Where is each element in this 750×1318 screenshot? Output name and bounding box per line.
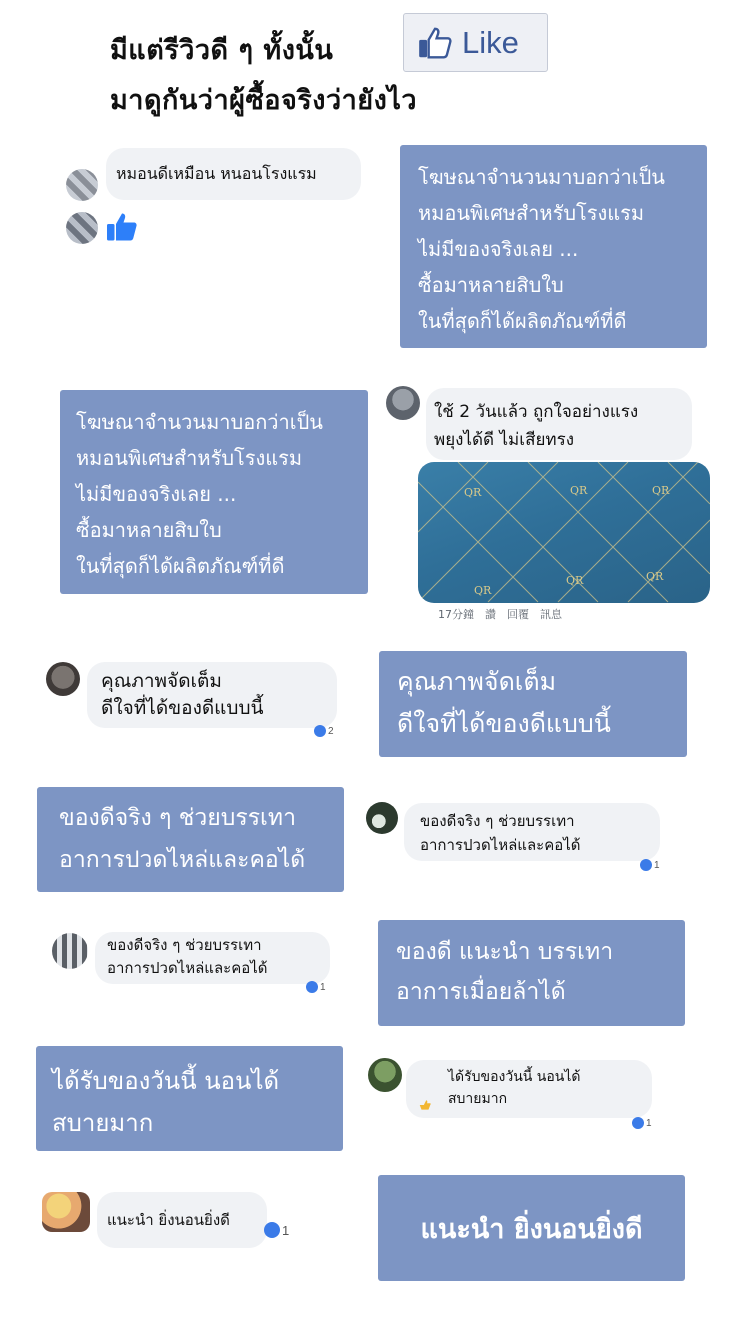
reaction-count: 1 (654, 859, 660, 871)
comment-bubble (404, 803, 660, 861)
qr-embroidery: QR (652, 484, 670, 497)
panel-line: ของดีจริง ๆ ช่วยบรรเทา (59, 805, 296, 831)
panel-line: คุณภาพจัดเต็ม (397, 667, 557, 696)
comment-line: ของดีจริง ๆ ช่วยบรรเทา (420, 812, 575, 830)
comment-line: ใช้ 2 วันแล้ว ถูกใจอย่างแรง (434, 402, 639, 422)
panel-line: ได้รับของวันนี้ นอนได้ (52, 1067, 280, 1095)
like-reaction-count[interactable] (264, 1222, 289, 1238)
pillow-photo[interactable] (418, 462, 710, 603)
like-reaction-icon (264, 1222, 280, 1238)
commenter-avatar (66, 212, 98, 244)
panel-line: อาการปวดไหล่และคอได้ (59, 847, 306, 873)
commenter-avatar (66, 169, 98, 201)
reaction-count: 1 (646, 1117, 652, 1129)
panel-line: หมอนพิเศษสำหรับโรงแรม (418, 201, 645, 225)
like-reaction-icon (632, 1117, 644, 1129)
review-panel (36, 1046, 343, 1151)
panel-line: ไม่มีของจริงเลย ... (418, 237, 579, 261)
comment-bubble (406, 1060, 652, 1118)
comment-line: สบายมาก (448, 1091, 508, 1107)
qr-embroidery: QR (464, 486, 482, 499)
review-panel (378, 1175, 685, 1281)
comment-line: พยุงได้ดี ไม่เสียทรง (434, 430, 575, 450)
like-reaction-count[interactable] (314, 725, 334, 737)
qr-embroidery: QR (474, 584, 492, 597)
commenter-avatar (386, 386, 420, 420)
comment-bubble (87, 662, 337, 728)
panel-line: อาการเมื่อยล้าได้ (396, 979, 566, 1005)
qr-embroidery: QR (570, 484, 588, 497)
panel-line: ในที่สุดก็ได้ผลิตภัณฑ์ที่ดี (418, 309, 627, 333)
page-title: มีแต่รีวิวดี ๆ ทั้งนั้น (110, 35, 334, 66)
reaction-count: 2 (328, 725, 334, 737)
panel-line: ซื้อมาหลายสิบใบ (76, 518, 222, 542)
like-reaction-count[interactable] (632, 1117, 652, 1129)
commenter-avatar (46, 662, 80, 696)
comment-line: แนะนำ ยิ่งนอนยิ่งดี (107, 1211, 230, 1229)
comment-bubble (97, 1192, 267, 1248)
like-label: Like (462, 24, 519, 60)
comment-line: ของดีจริง ๆ ช่วยบรรเทา (107, 936, 262, 954)
comment-line: อาการปวดไหล่และคอได้ (420, 836, 581, 854)
comment-bubble (95, 932, 330, 984)
review-panel (60, 390, 368, 594)
qr-embroidery: QR (566, 574, 584, 587)
commenter-avatar (368, 1058, 402, 1092)
reaction-count: 1 (282, 1222, 290, 1238)
panel-line: ของดี แนะนำ บรรเทา (396, 939, 614, 965)
thumbs-up-icon (104, 209, 140, 245)
comment-line: คุณภาพจัดเต็ม (101, 670, 222, 692)
review-panel (378, 920, 685, 1026)
like-reaction-icon (314, 725, 326, 737)
comment-line: ดีใจที่ได้ของดีแบบนี้ (101, 697, 264, 719)
panel-line: ซื้อมาหลายสิบใบ (418, 273, 564, 297)
comment-bubble (106, 148, 361, 200)
like-reaction-icon (306, 981, 318, 993)
comment-line: หมอนดีเหมือน หนอนโรงแรม (116, 164, 317, 183)
reaction-count: 1 (320, 981, 326, 993)
panel-line: แนะนำ ยิ่งนอนยิ่งดี (420, 1213, 643, 1245)
like-button[interactable] (403, 13, 548, 72)
panel-line: ดีใจที่ได้ของดีแบบนี้ (397, 709, 611, 738)
panel-line: หมอนพิเศษสำหรับโรงแรม (76, 446, 303, 470)
commenter-avatar (52, 933, 88, 969)
review-panel (379, 651, 687, 757)
thumbs-up-icon (416, 24, 454, 62)
panel-line: โฆษณาจำนวนมาบอกว่าเป็น (76, 410, 323, 434)
like-reaction-count[interactable] (306, 981, 326, 993)
commenter-avatar (366, 802, 398, 834)
comment-meta: 17分鐘 讚 回覆 訊息 (438, 608, 562, 621)
commenter-avatar (42, 1192, 90, 1232)
comment-bubble (426, 388, 692, 460)
panel-line: ในที่สุดก็ได้ผลิตภัณฑ์ที่ดี (76, 554, 285, 578)
like-reaction-icon (640, 859, 652, 871)
review-panel (37, 787, 344, 892)
panel-line: สบายมาก (52, 1109, 154, 1137)
panel-line: ไม่มีของจริงเลย ... (76, 482, 237, 506)
review-panel (400, 145, 707, 348)
like-reaction-count[interactable] (640, 859, 660, 871)
qr-embroidery: QR (646, 570, 664, 583)
panel-line: โฆษณาจำนวนมาบอกว่าเป็น (418, 165, 665, 189)
page-subtitle: มาดูกันว่าผู้ซื้อจริงว่ายังไว (110, 85, 418, 116)
comment-line: อาการปวดไหล่และคอได้ (107, 959, 268, 977)
thumbs-up-emoji-icon (418, 1098, 432, 1112)
comment-line: ได้รับของวันนี้ นอนได้ (448, 1069, 581, 1085)
